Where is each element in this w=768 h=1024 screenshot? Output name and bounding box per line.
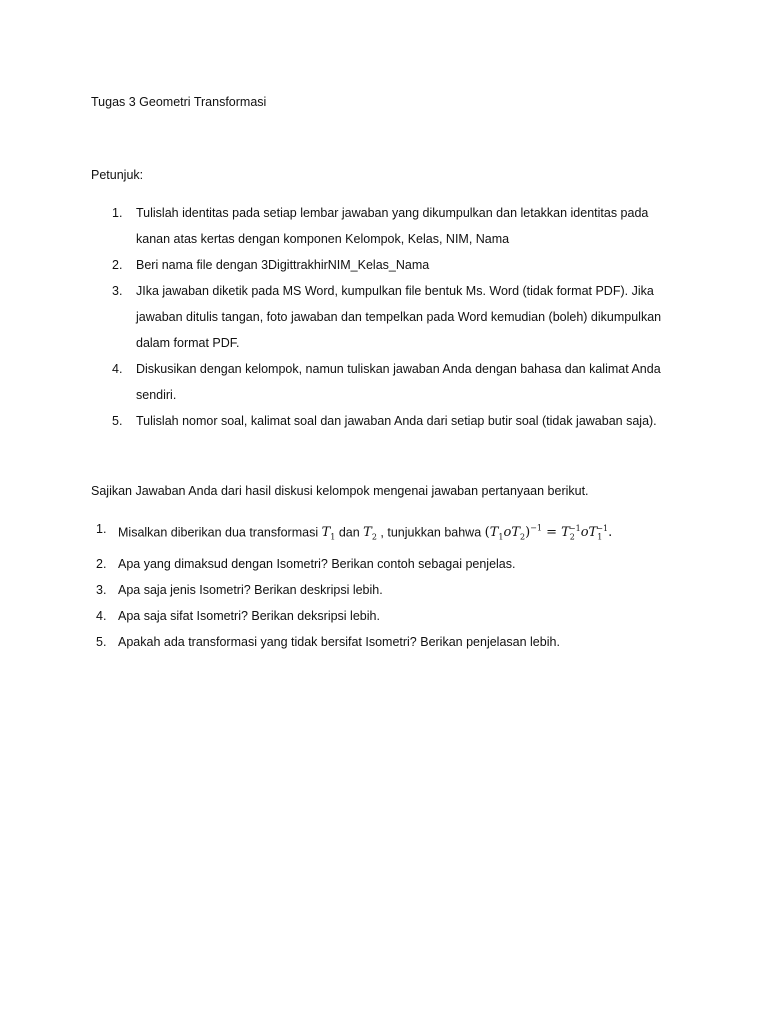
instruction-item [91,252,691,278]
question-item [91,551,691,577]
instruction-line: Tulislah nomor soal, kalimat soal dan jawaban Anda dari setiap butir soal (tidak jawaban saja). [136,414,657,428]
question-item [91,577,691,603]
question-text: Misalkan diberikan dua transformasi [118,525,322,540]
math-symbol: o [580,525,589,541]
instruction-number: 5. [112,414,123,428]
questions-intro: Sajikan Jawaban Anda dari hasil diskusi kelompok mengenai jawaban pertanyaan berikut. [91,484,589,498]
instruction-number: 4. [112,362,123,376]
math-equation [485,525,613,540]
question-text: Apa saja sifat Isometri? Berikan deksripsi lebih. [118,608,380,623]
instruction-number: 2. [112,258,123,272]
instruction-number: 3. [112,284,123,298]
question-number: 3. [96,582,107,597]
instruction-line: JIka jawaban diketik pada MS Word, kumpulkan file bentuk Ms. Word (tidak format PDF). Jika [136,284,654,298]
instruction-line: dalam format PDF. [136,336,240,350]
math-symbol: T [511,525,520,541]
math-symbol: T [561,525,570,541]
question-item [91,629,691,655]
math-symbol: T [321,525,331,541]
math-symbol: = [541,525,562,541]
instruction-item [91,408,691,434]
question-number: 2. [96,556,107,571]
question-text: , tunjukkan bahwa [376,525,485,540]
instruction-item [91,356,691,408]
math-subscript: 2 [519,532,526,542]
petunjuk-heading: Petunjuk: [91,168,144,182]
math-symbol: . [608,525,613,541]
question-text: Apakah ada transformasi yang tidak bersifat Isometri? Berikan penjelasan lebih. [118,634,560,649]
math-symbol: T [588,525,598,541]
instruction-line: Diskusikan dengan kelompok, namun tuliskan jawaban Anda dengan bahasa dan kalimat Anda [136,362,661,376]
math-symbol: T [489,525,499,541]
math-superscript: −1 [596,524,609,533]
math-expression [363,525,377,540]
instruction-list [91,200,691,434]
math-symbol: T [363,525,372,541]
question-item [91,516,691,551]
instruction-line: kanan atas kertas dengan komponen Kelompok, Kelas, NIM, Nama [136,232,510,246]
question-text: Apa yang dimaksud dengan Isometri? Berikan contoh sebagai penjelas. [118,556,516,571]
question-text: dan [335,525,364,540]
instruction-line: jawaban ditulis tangan, foto jawaban dan tempelkan pada Word kemudian (boleh) dikumpulkan [136,310,662,324]
math-subscript: 1 [597,532,603,542]
question-number: 1. [96,522,107,536]
instruction-line: Tulislah identitas pada setiap lembar jawaban yang dikumpulkan dan letakkan identitas pada [136,206,649,220]
math-superscript: −1 [568,524,581,533]
math-subscript: 1 [330,532,336,542]
math-subscript: 2 [371,532,377,542]
math-symbol: o [503,525,512,541]
instruction-item [91,278,691,356]
question-list [91,516,691,655]
instruction-item [91,200,691,252]
math-subscript: 2 [569,532,575,542]
question-number: 4. [96,608,107,623]
math-expression [322,525,336,540]
math-subscript: 1 [498,532,504,542]
question-item [91,603,691,629]
math-symbol: ( [484,525,490,541]
instruction-number: 1. [112,206,123,220]
instruction-line: Beri nama file dengan 3DigittrakhirNIM_Kelas_Nama [136,258,430,272]
question-text: Apa saja jenis Isometri? Berikan deskripsi lebih. [118,582,383,597]
math-symbol: ) [525,525,531,541]
document-title: Tugas 3 Geometri Transformasi [91,95,267,109]
question-number: 5. [96,634,107,649]
instruction-line: sendiri. [136,388,177,402]
math-superscript: −1 [530,524,542,533]
